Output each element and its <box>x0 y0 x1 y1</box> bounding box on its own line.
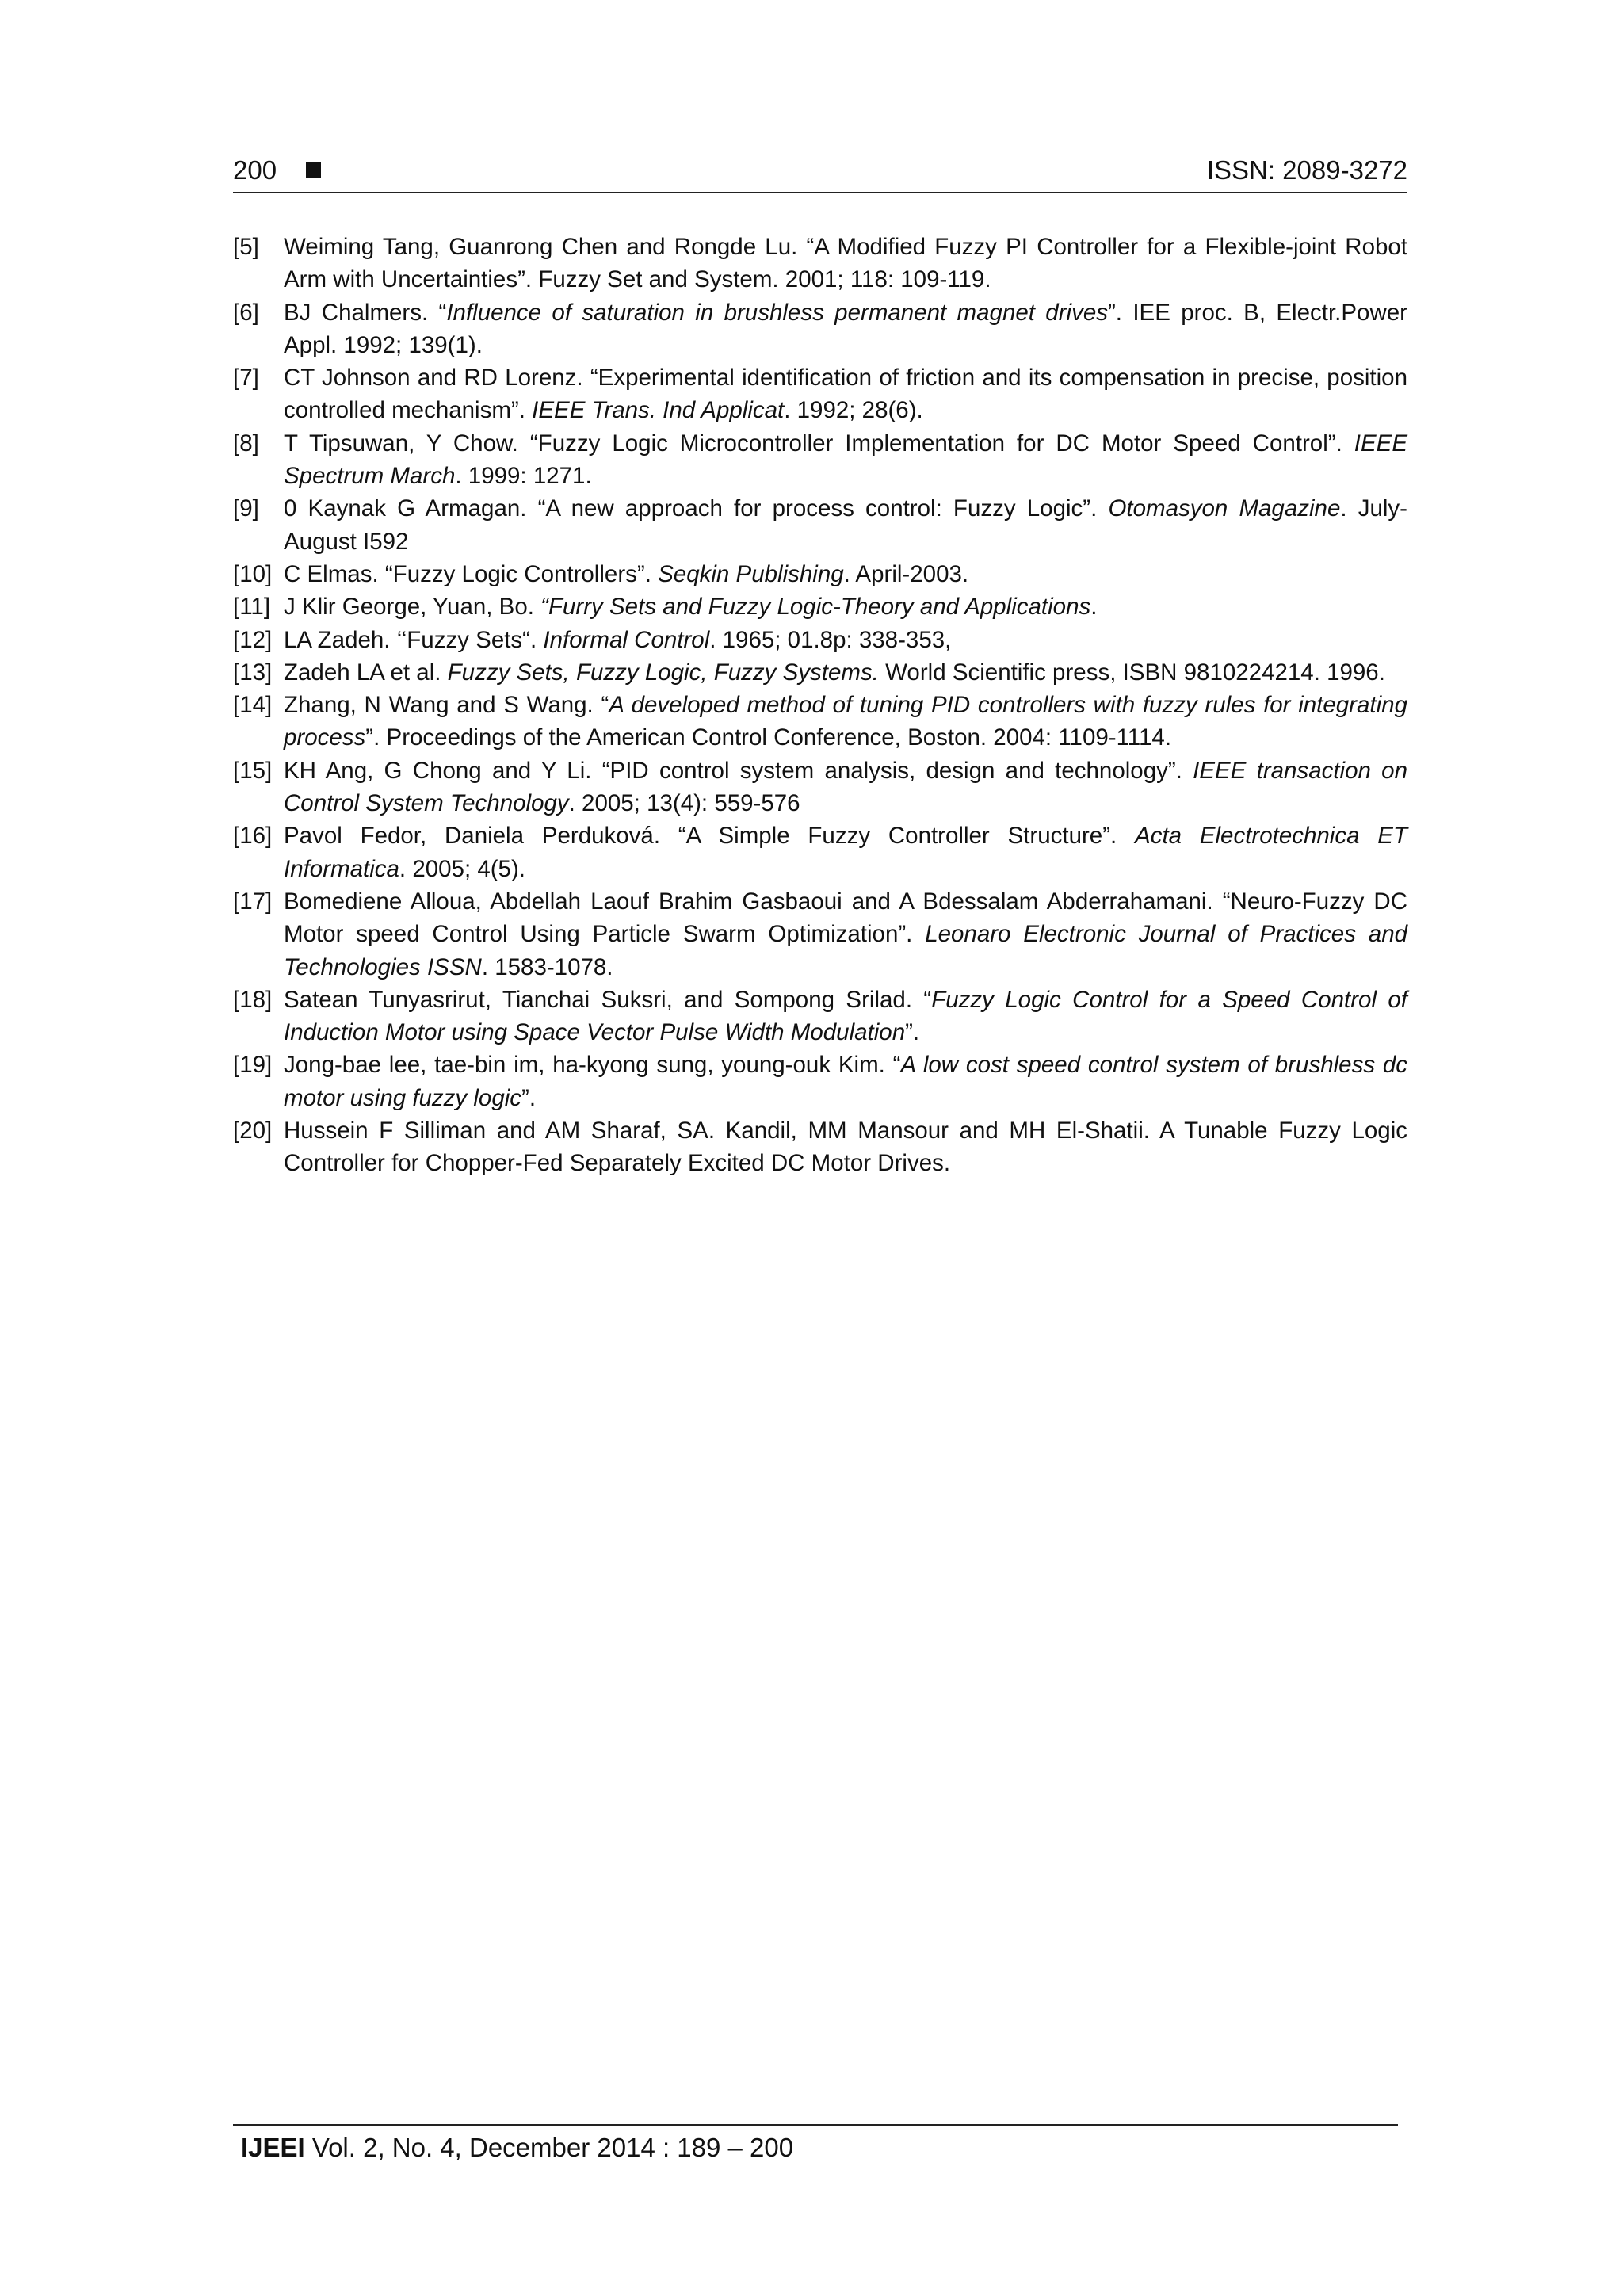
reference-number: [13] <box>233 659 273 686</box>
reference-number: [7] <box>233 365 259 392</box>
reference-item <box>233 885 1407 984</box>
reference-number: [5] <box>233 234 259 260</box>
reference-segment: Jong-bae lee, tae-bin im, ha-kyong sung, young-ouk Kim. “ <box>284 1052 901 1079</box>
reference-item <box>233 755 1407 820</box>
reference-segment: Weiming Tang, Guanrong Chen and Rongde Lu. “A Modified Fuzzy PI Controller for a Flexible-joint Robot Arm with Uncertainties”. Fuzzy Set and System. 2001; 118: 109-119. <box>284 234 1407 293</box>
reference-number: [20] <box>233 1117 273 1144</box>
reference-text <box>284 627 951 653</box>
reference-item <box>233 427 1407 493</box>
reference-text <box>284 1052 1407 1110</box>
reference-segment: ”. Proceedings of the American Control Conference, Boston. 2004: 1109-1114. <box>365 724 1172 751</box>
reference-item <box>233 984 1407 1049</box>
reference-segment: Hussein F Silliman and AM Sharaf, SA. Kandil, MM Mansour and MH El-Shatii. A Tunable Fuzzy Logic Controller for Chopper-Fed Separately Excited DC Motor Drives. <box>284 1117 1407 1177</box>
reference-segment: ”. IEE proc. B, Electr.Power Appl. 1992; 139(1). <box>284 299 1407 358</box>
reference-italic-segment: Seqkin Publishing <box>658 560 844 587</box>
reference-number: [8] <box>233 430 259 457</box>
reference-segment: . 1999: 1271. <box>455 463 592 490</box>
reference-italic-segment: Influence of saturation in brushless permanent magnet drives <box>446 299 1108 326</box>
reference-number: [10] <box>233 560 273 587</box>
reference-segment: KH Ang, G Chong and Y Li. “PID control system analysis, design and technology”. <box>284 757 1193 784</box>
reference-italic-segment: A developed method of tuning PID controllers with fuzzy rules for integrating process <box>284 692 1407 751</box>
reference-item <box>233 1049 1407 1114</box>
reference-item <box>233 296 1407 362</box>
reference-text <box>284 888 1407 980</box>
reference-text <box>284 823 1407 881</box>
reference-segment: 0 Kaynak G Armagan. “A new approach for process control: Fuzzy Logic”. <box>284 495 1109 522</box>
reference-item <box>233 231 1407 296</box>
reference-italic-segment: IEEE transaction on Control System Technology <box>284 757 1407 817</box>
reference-segment: . 1992; 28(6). <box>784 397 923 424</box>
reference-number: [9] <box>233 495 259 522</box>
reference-segment: J Klir George, Yuan, Bo. <box>284 594 541 621</box>
reference-segment: World Scientific press, ISBN 9810224214. 1996. <box>878 659 1385 686</box>
reference-italic-segment: Fuzzy Sets, Fuzzy Logic, Fuzzy Systems. <box>447 659 879 686</box>
reference-item <box>233 1114 1407 1180</box>
reference-item <box>233 492 1407 558</box>
reference-text <box>284 234 1407 292</box>
reference-segment: . 2005; 13(4): 559-576 <box>568 790 800 817</box>
issn-label: ISSN: 2089-3272 <box>1206 155 1407 185</box>
reference-italic-segment: A low cost speed control system of brushless dc motor using fuzzy logic <box>284 1052 1407 1111</box>
volume-issue-pages: Vol. 2, No. 4, December 2014 : 189 – 200 <box>304 2133 794 2162</box>
square-bullet-icon <box>306 162 321 178</box>
reference-segment: ”. <box>905 1019 920 1046</box>
reference-text <box>284 987 1407 1045</box>
reference-text <box>284 365 1407 423</box>
reference-item <box>233 590 1407 623</box>
reference-number: [11] <box>233 594 271 621</box>
reference-italic-segment: IEEE Trans. Ind Applicat <box>532 397 785 424</box>
reference-item <box>233 624 1407 656</box>
reference-italic-segment: IEEE Spectrum March <box>284 430 1407 490</box>
running-header <box>233 152 1407 193</box>
reference-number: [18] <box>233 986 273 1013</box>
reference-segment: C Elmas. “Fuzzy Logic Controllers”. <box>284 560 659 587</box>
reference-segment: Satean Tunyasrirut, Tianchai Suksri, and Sompong Srilad. “ <box>284 986 932 1013</box>
reference-segment: . July-August I592 <box>284 495 1407 555</box>
reference-item <box>233 689 1407 755</box>
reference-text <box>284 430 1407 489</box>
reference-number: [19] <box>233 1052 273 1079</box>
reference-italic-segment: Fuzzy Logic Control for a Speed Control of Induction Motor using Space Vector Pulse Width Modulation <box>284 986 1407 1046</box>
reference-item <box>233 361 1407 427</box>
reference-number: [12] <box>233 626 273 653</box>
reference-segment: T Tipsuwan, Y Chow. “Fuzzy Logic Microcontroller Implementation for DC Motor Speed Control”. <box>284 430 1354 457</box>
reference-number: [14] <box>233 692 273 719</box>
reference-text <box>284 495 1407 554</box>
reference-italic-segment: Otomasyon Magazine <box>1108 495 1341 522</box>
reference-text <box>284 300 1407 358</box>
reference-text <box>284 594 1097 620</box>
reference-italic-segment: Acta Electrotechnica ET Informatica <box>284 823 1407 882</box>
reference-segment: BJ Chalmers. “ <box>284 299 447 326</box>
reference-text <box>284 561 968 587</box>
reference-italic-segment: “Furry Sets and Fuzzy Logic-Theory and Applications <box>540 594 1091 621</box>
reference-text <box>284 692 1407 751</box>
reference-segment: . 1965; 01.8p: 338-353, <box>709 626 952 653</box>
reference-list <box>233 231 1407 1180</box>
reference-segment: Pavol Fedor, Daniela Perduková. “A Simple Fuzzy Controller Structure”. <box>284 823 1136 850</box>
running-footer <box>233 2124 1398 2165</box>
reference-segment: CT Johnson and RD Lorenz. “Experimental identification of friction and its compensation in precise, position controlled mechanism”. <box>284 365 1407 424</box>
reference-text <box>284 758 1407 816</box>
reference-number: [6] <box>233 299 259 326</box>
reference-segment: Zhang, N Wang and S Wang. “ <box>284 692 609 719</box>
reference-segment: Zadeh LA et al. <box>284 659 448 686</box>
reference-segment: . April-2003. <box>843 560 969 587</box>
reference-number: [17] <box>233 888 273 915</box>
reference-item <box>233 558 1407 590</box>
reference-number: [16] <box>233 823 273 850</box>
reference-segment: . 1583-1078. <box>481 953 613 980</box>
reference-segment: ”. <box>521 1084 537 1111</box>
reference-item <box>233 656 1407 689</box>
reference-segment: Bomediene Alloua, Abdellah Laouf Brahim Gasbaoui and A Bdessalam Abderrahamani. “Neuro-Fuzzy DC Motor speed Control Using Particle Swarm Optimization”. <box>284 888 1407 948</box>
page-number: 200 <box>233 155 277 185</box>
reference-segment: LA Zadeh. ‘‘Fuzzy Sets“. <box>284 626 544 653</box>
reference-item <box>233 819 1407 885</box>
reference-text <box>284 659 1385 686</box>
reference-segment: . 2005; 4(5). <box>399 855 525 882</box>
reference-italic-segment: Informal Control <box>543 626 710 653</box>
reference-italic-segment: Leonaro Electronic Journal of Practices and Technologies ISSN <box>284 921 1408 980</box>
reference-text <box>284 1117 1407 1176</box>
reference-segment: . <box>1090 594 1098 621</box>
footer-citation <box>233 2130 1398 2165</box>
journal-abbreviation: IJEEI <box>241 2133 305 2162</box>
reference-number: [15] <box>233 757 273 784</box>
